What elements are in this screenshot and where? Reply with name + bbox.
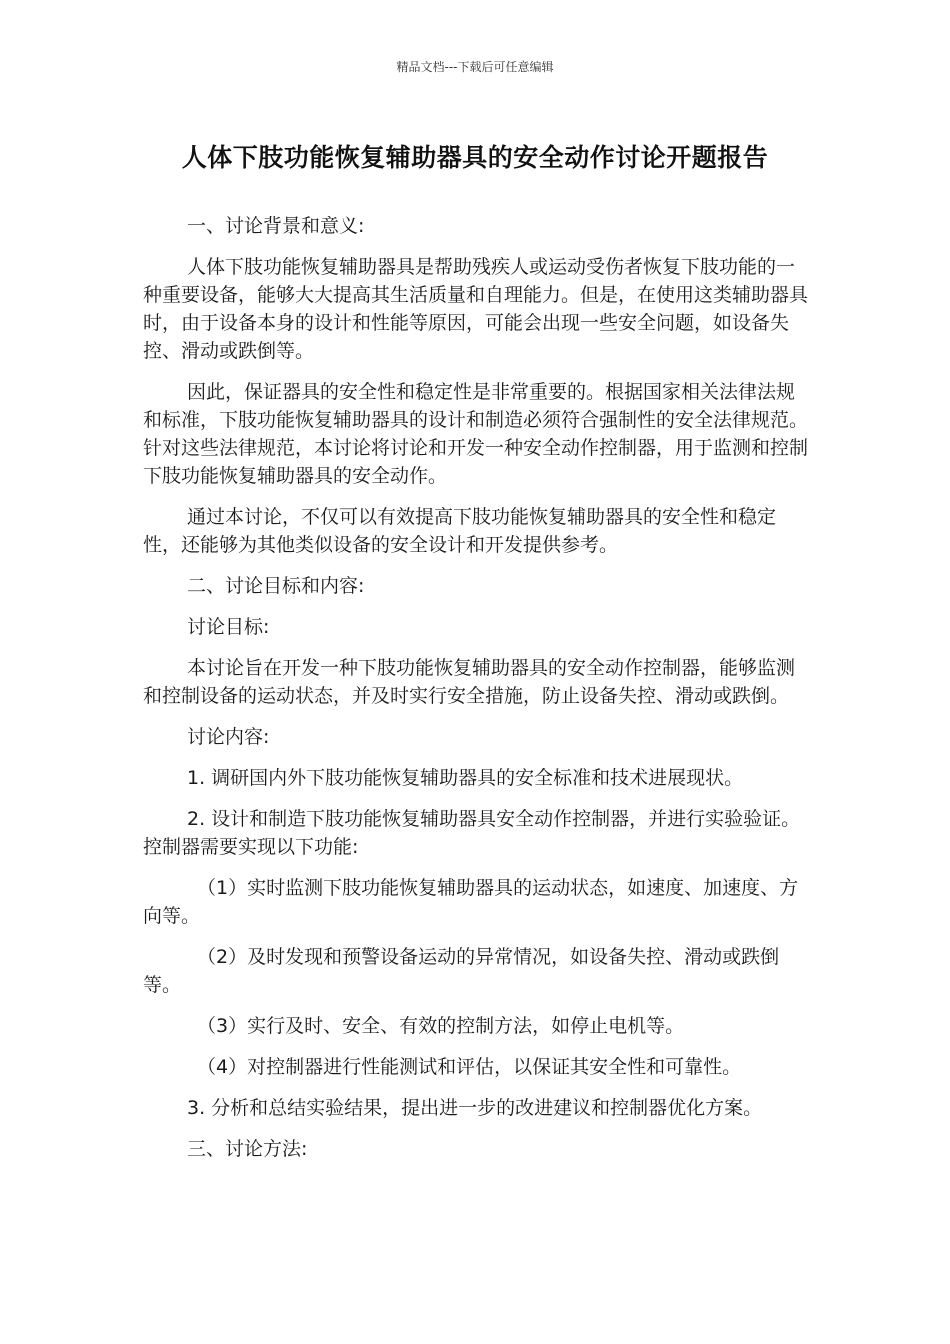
document-title: 人体下肢功能恢复辅助器具的安全动作讨论开题报告 <box>181 143 769 172</box>
paragraph-background-2: 因此，保证器具的安全性和稳定性是非常重要的。根据国家相关法律法规和标准，下肢功能恢复辅助器具的设计和制造必须符合强制性的安全法律规范。针对这些法律规范，本讨论将讨论和开发一种安全动作控制器，用于监测和控制下肢功能恢复辅助器具的安全动作。 <box>143 381 809 487</box>
sub-list-item-4: （4）对控制器进行性能测试和评估，以保证其安全性和可靠性。 <box>197 1056 742 1078</box>
subheading-content: 讨论内容: <box>187 726 270 748</box>
section-heading-background: 一、讨论背景和意义: <box>187 215 365 237</box>
section-heading-goals: 二、讨论目标和内容: <box>187 575 365 597</box>
paragraph-background-1: 人体下肢功能恢复辅助器具是帮助残疾人或运动受伤者恢复下肢功能的一种重要设备，能够大大提高其生活质量和自理能力。但是，在使用这类辅助器具时，由于设备本身的设计和性能等原因，可能会出现一些安全问题，如设备失控、滑动或跌倒等。 <box>143 256 809 362</box>
subheading-goal: 讨论目标: <box>187 616 270 638</box>
paragraph-background-3: 通过本讨论，不仅可以有效提高下肢功能恢复辅助器具的安全性和稳定性，还能够为其他类似设备的安全设计和开发提供参考。 <box>143 506 777 556</box>
sub-list-item-2: （2）及时发现和预警设备运动的异常情况，如设备失控、滑动或跌倒等。 <box>143 946 780 996</box>
header-note: 精品文档---下载后可任意编辑 <box>396 60 554 74</box>
list-item-3: 3. 分析和总结实验结果，提出进一步的改进建议和控制器优化方案。 <box>187 1097 763 1119</box>
document-body <box>143 212 813 1176</box>
sub-list-item-3: （3）实行及时、安全、有效的控制方法，如停止电机等。 <box>197 1015 685 1037</box>
list-item-2: 2. 设计和制造下肢功能恢复辅助器具安全动作控制器，并进行实验验证。控制器需要实现以下功能: <box>143 808 801 858</box>
section-heading-methods: 三、讨论方法: <box>187 1138 308 1160</box>
list-item-1: 1. 调研国内外下肢功能恢复辅助器具的安全标准和技术进展现状。 <box>187 767 744 789</box>
sub-list-item-1: （1）实时监测下肢功能恢复辅助器具的运动状态，如速度、加速度、方向等。 <box>143 877 799 927</box>
paragraph-goal: 本讨论旨在开发一种下肢功能恢复辅助器具的安全动作控制器，能够监测和控制设备的运动状态，并及时实行安全措施，防止设备失控、滑动或跌倒。 <box>143 657 796 707</box>
